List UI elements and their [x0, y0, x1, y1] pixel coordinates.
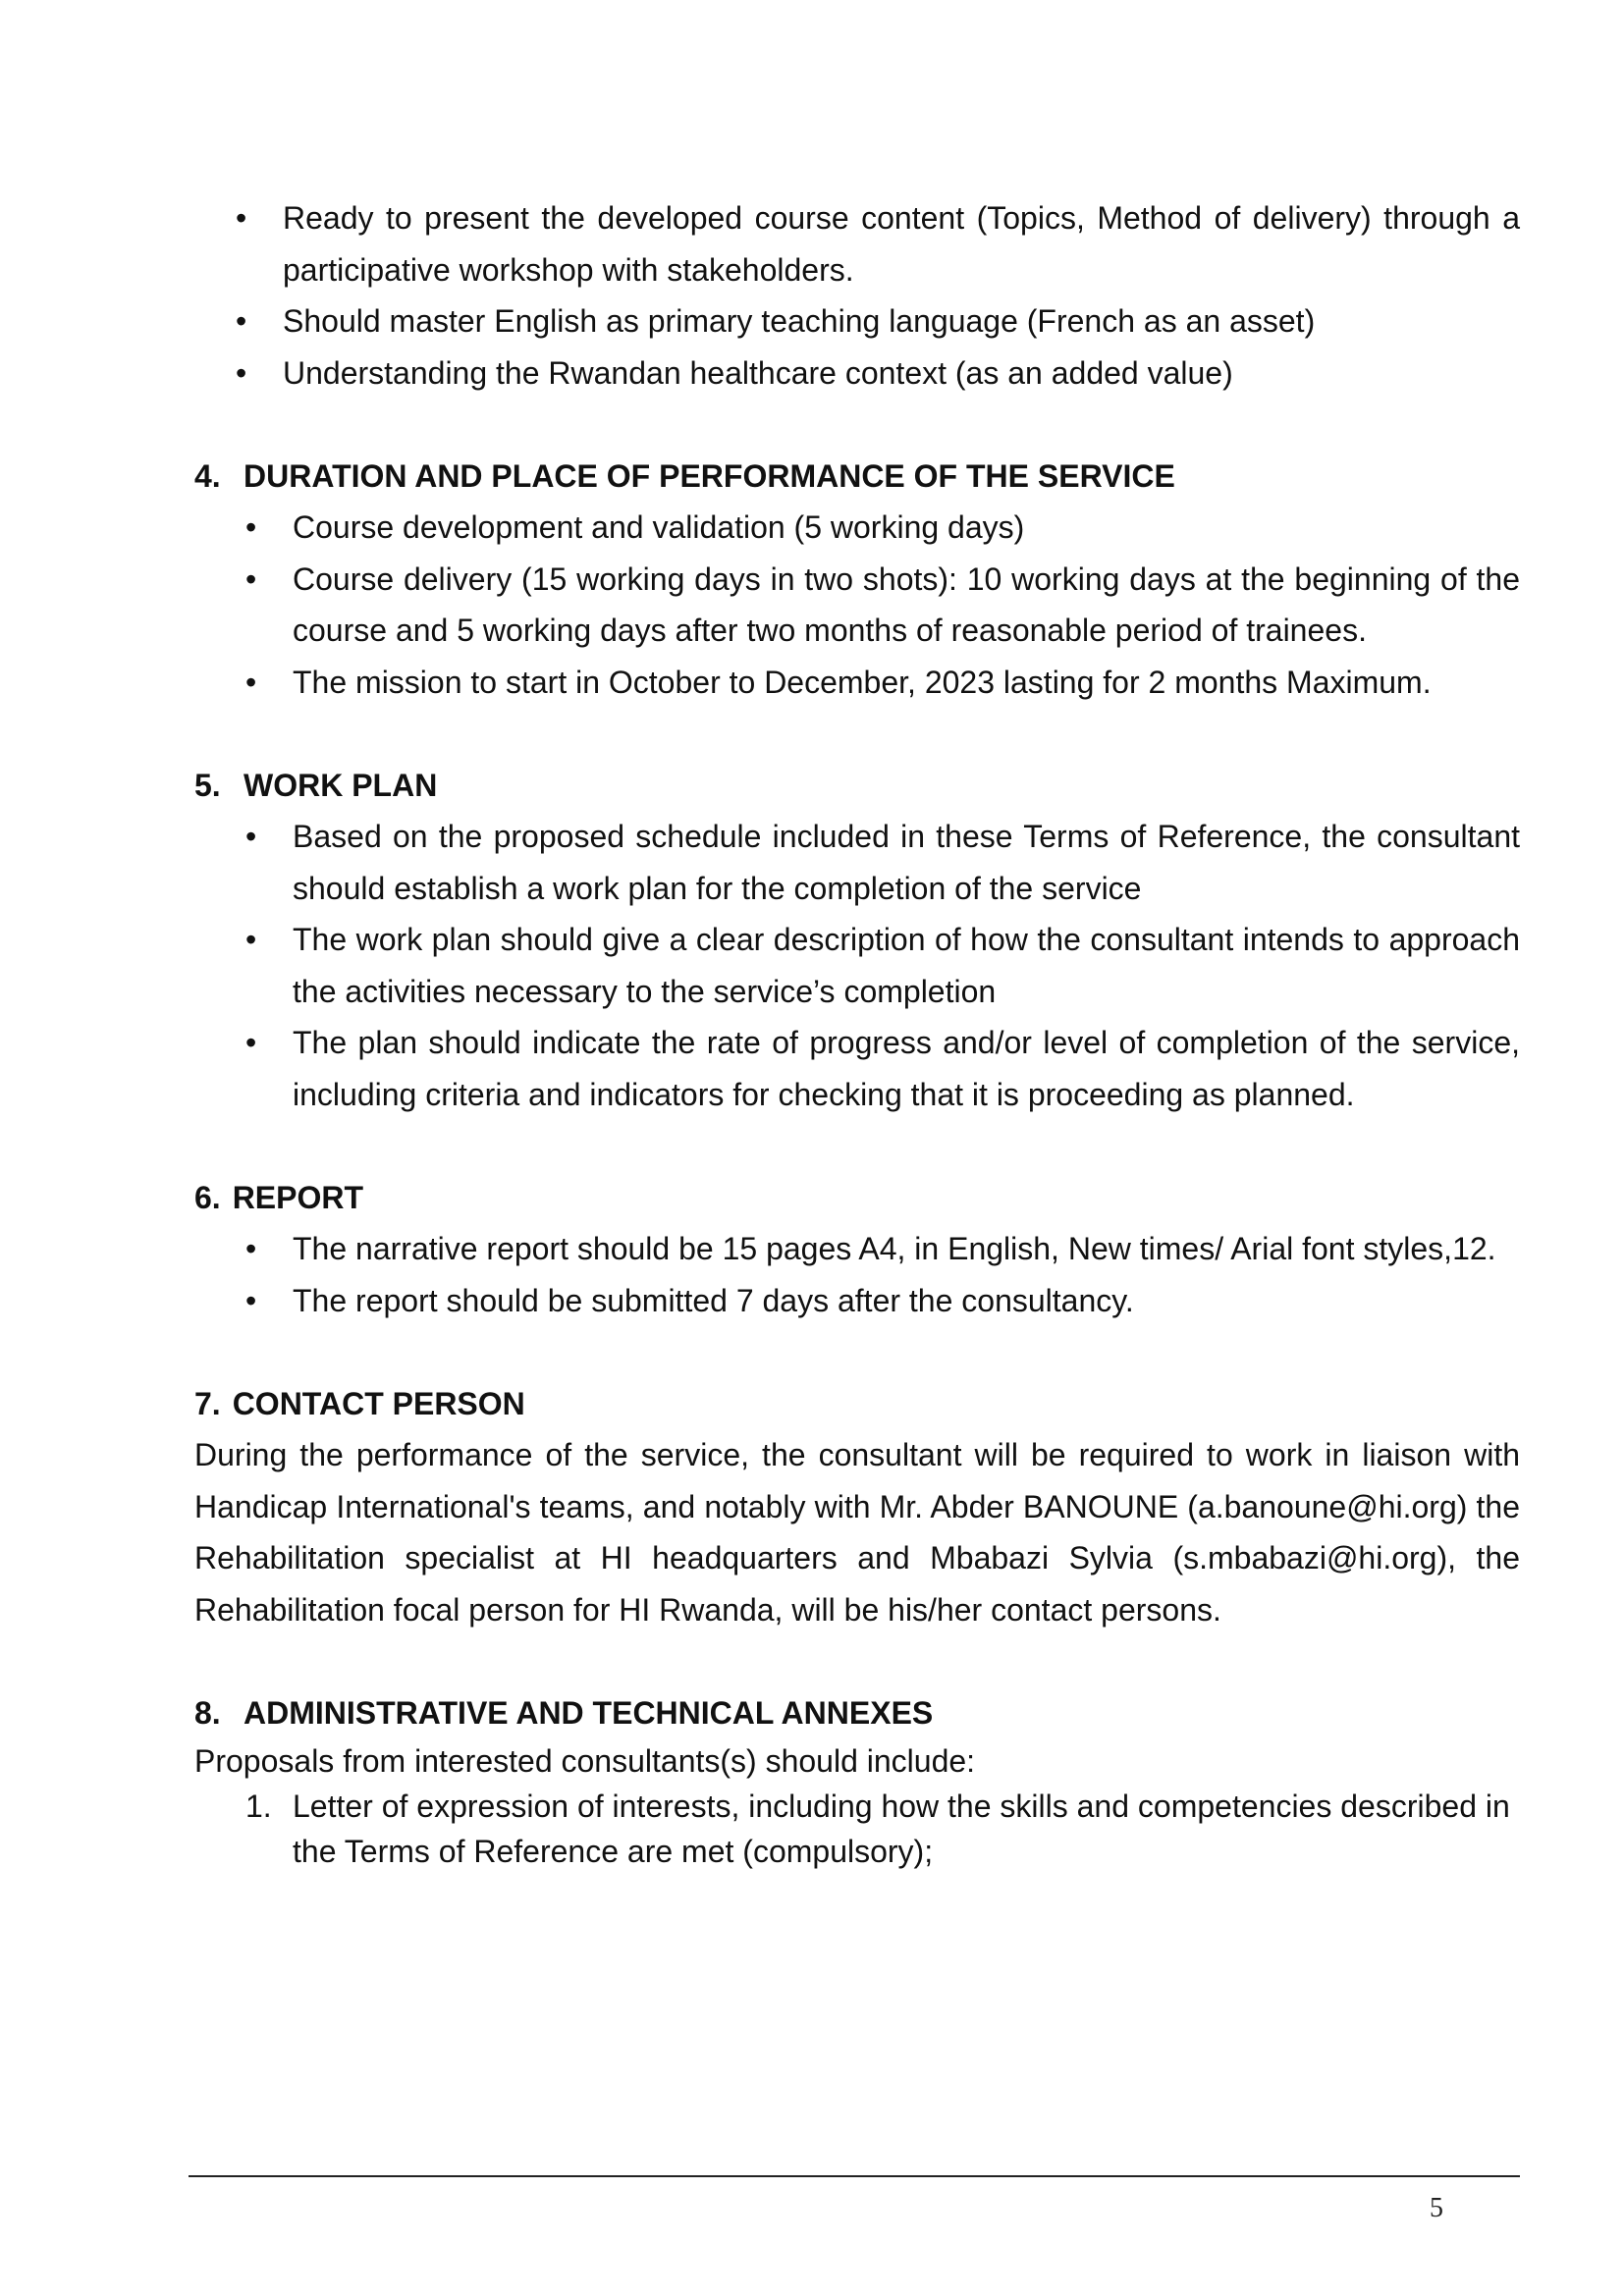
section-number: 4.: [194, 457, 221, 494]
section-5-heading: [194, 760, 1520, 812]
list-item: • The plan should indicate the rate of progress and/or level of completion of the service, including criteria and indicators for checking that it is proceeding as planned.: [194, 1017, 1520, 1120]
list-item: • Ready to present the developed course content (Topics, Method of delivery) through a participative workshop with stakeholders.: [194, 192, 1520, 295]
section-title: DURATION AND PLACE OF PERFORMANCE OF THE SERVICE: [244, 457, 1175, 494]
section-title: CONTACT PERSON: [232, 1385, 525, 1421]
list-item: [194, 1784, 1520, 1874]
section-6-heading: [194, 1172, 1520, 1224]
section-4-heading: [194, 451, 1520, 503]
section-title: WORK PLAN: [244, 767, 438, 803]
section-title: ADMINISTRATIVE AND TECHNICAL ANNEXES: [244, 1694, 934, 1731]
list-item: • Course delivery (15 working days in two shots): 10 working days at the beginning of the course and 5 working days after two months of reasonable period of trainees.: [194, 554, 1520, 657]
section-number: 8.: [194, 1694, 221, 1731]
section-5-bullet-list: [194, 811, 1520, 1120]
list-item: • Understanding the Rwandan healthcare context (as an added value): [194, 347, 1520, 400]
footer-divider: [189, 2175, 1520, 2177]
page-number: 5: [1430, 2193, 1443, 2223]
section-title: REPORT: [232, 1179, 364, 1215]
list-item: • The report should be submitted 7 days after the consultancy.: [194, 1275, 1520, 1327]
intro-bullet-list: [194, 192, 1520, 399]
annexes-numbered-list: [194, 1784, 1520, 1874]
section-number: 6.: [194, 1179, 221, 1215]
list-item: • The work plan should give a clear description of how the consultant intends to approach the activities necessary to the service’s completion: [194, 914, 1520, 1017]
section-8-heading: [194, 1687, 1520, 1739]
page-content: [194, 192, 1520, 1874]
item-number: 1.: [245, 1789, 272, 1824]
section-number: 7.: [194, 1385, 221, 1421]
list-item: • Based on the proposed schedule included in these Terms of Reference, the consultant should establish a work plan for the completion of the service: [194, 811, 1520, 914]
contact-paragraph: During the performance of the service, the consultant will be required to work in liaison with Handicap International's teams, and notably with Mr. Abder BANOUNE (a.banoune@hi.org) the Rehabilitation specialist at HI headquarters and Mbabazi Sylvia (s.mbabazi@hi.org), the Rehabilitation focal person for HI Rwanda, will be his/her contact persons.: [194, 1437, 1520, 1628]
list-item: • Course development and validation (5 working days): [194, 502, 1520, 554]
list-item: • The narrative report should be 15 pages A4, in English, New times/ Arial font styles,12.: [194, 1223, 1520, 1275]
section-7-heading: [194, 1378, 1520, 1430]
item-text: Letter of expression of interests, including how the skills and competencies described in the Terms of Reference are met (compulsory);: [293, 1789, 1510, 1869]
annexes-intro: Proposals from interested consultants(s) should include:: [194, 1743, 976, 1779]
list-item: • The mission to start in October to December, 2023 lasting for 2 months Maximum.: [194, 657, 1520, 709]
list-item: • Should master English as primary teaching language (French as an asset): [194, 295, 1520, 347]
section-6-bullet-list: [194, 1223, 1520, 1326]
section-4-bullet-list: [194, 502, 1520, 708]
section-number: 5.: [194, 767, 221, 803]
